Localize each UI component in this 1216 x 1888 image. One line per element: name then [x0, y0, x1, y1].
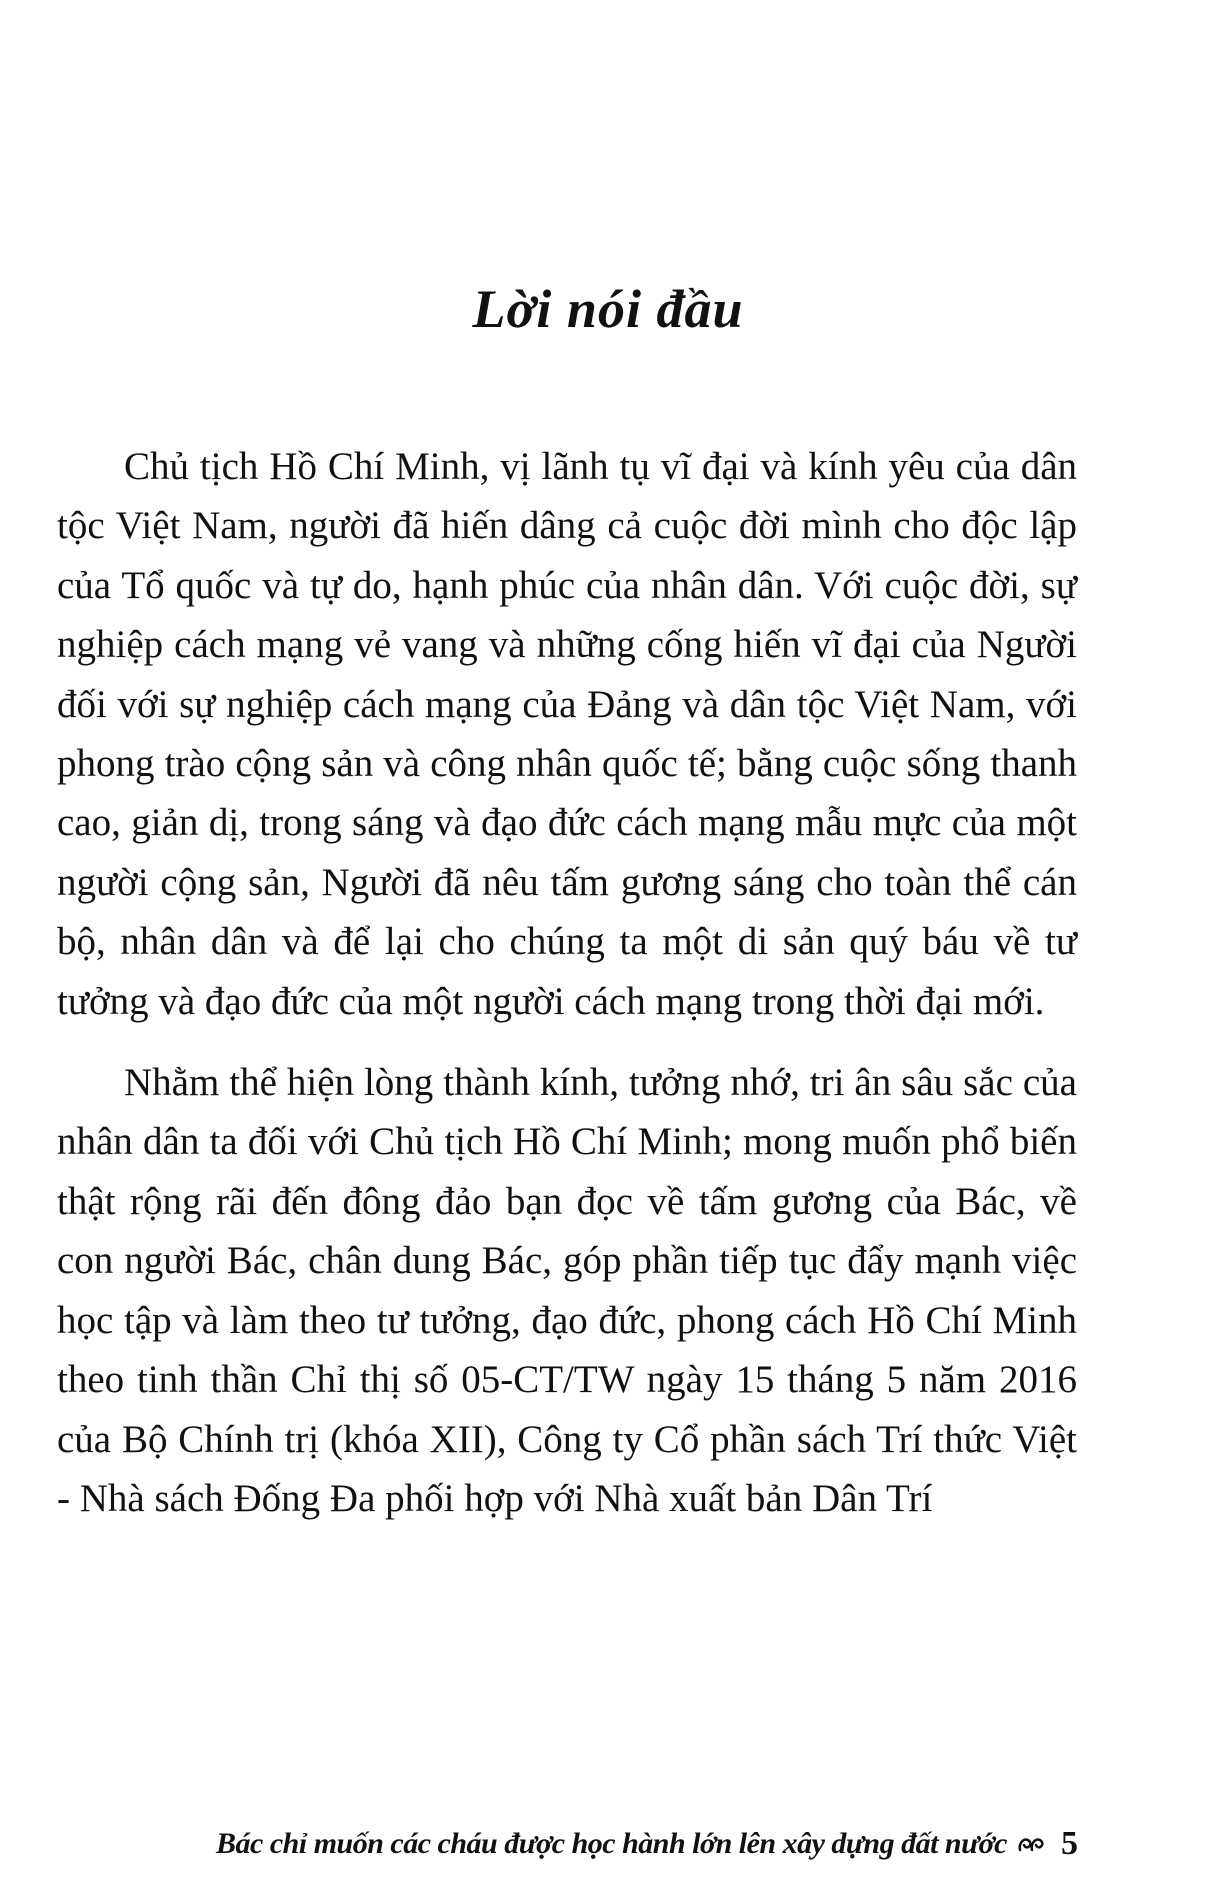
flourish-ornament-icon	[1017, 1832, 1045, 1856]
page-footer	[200, 1820, 1078, 1868]
page-number: 5	[1061, 1825, 1078, 1862]
body-text	[57, 437, 1077, 1550]
paragraph-2: Nhằm thể hiện lòng thành kính, tưởng nhớ, tri ân sâu sắc của nhân dân ta đối với Chủ tịch Hồ Chí Minh; mong muốn phổ biến thật rộng rãi đến đông đảo bạn đọc về tấm gương của Bác, về con người Bác, chân dung Bác, góp phần tiếp tục đẩy mạnh việc học tập và làm theo tư tưởng, đạo đức, phong cách Hồ Chí Minh theo tinh thần Chỉ thị số 05-CT/TW ngày 15 tháng 5 năm 2016 của Bộ Chính trị (khóa XII), Công ty Cổ phần sách Trí thức Việt - Nhà sách Đống Đa phối hợp với Nhà xuất bản Dân Trí	[57, 1061, 1077, 1520]
paragraph-1: Chủ tịch Hồ Chí Minh, vị lãnh tụ vĩ đại và kính yêu của dân tộc Việt Nam, người đã hiến dâng cả cuộc đời mình cho độc lập của Tổ quốc và tự do, hạnh phúc của nhân dân. Với cuộc đời, sự nghiệp cách mạng vẻ vang và những cống hiến vĩ đại của Người đối với sự nghiệp cách mạng của Đảng và dân tộc Việt Nam, với phong trào cộng sản và công nhân quốc tế; bằng cuộc sống thanh cao, giản dị, trong sáng và đạo đức cách mạng mẫu mực của một người cộng sản, Người đã nêu tấm gương sáng cho toàn thể cán bộ, nhân dân và để lại cho chúng ta một di sản quý báu về tư tưởng và đạo đức của một người cách mạng trong thời đại mới.	[57, 445, 1077, 1023]
page-title: Lời nói đầu	[472, 279, 744, 339]
footer-tagline: Bác chỉ muốn các cháu được học hành lớn lên xây dựng đất nước	[216, 1827, 1007, 1860]
